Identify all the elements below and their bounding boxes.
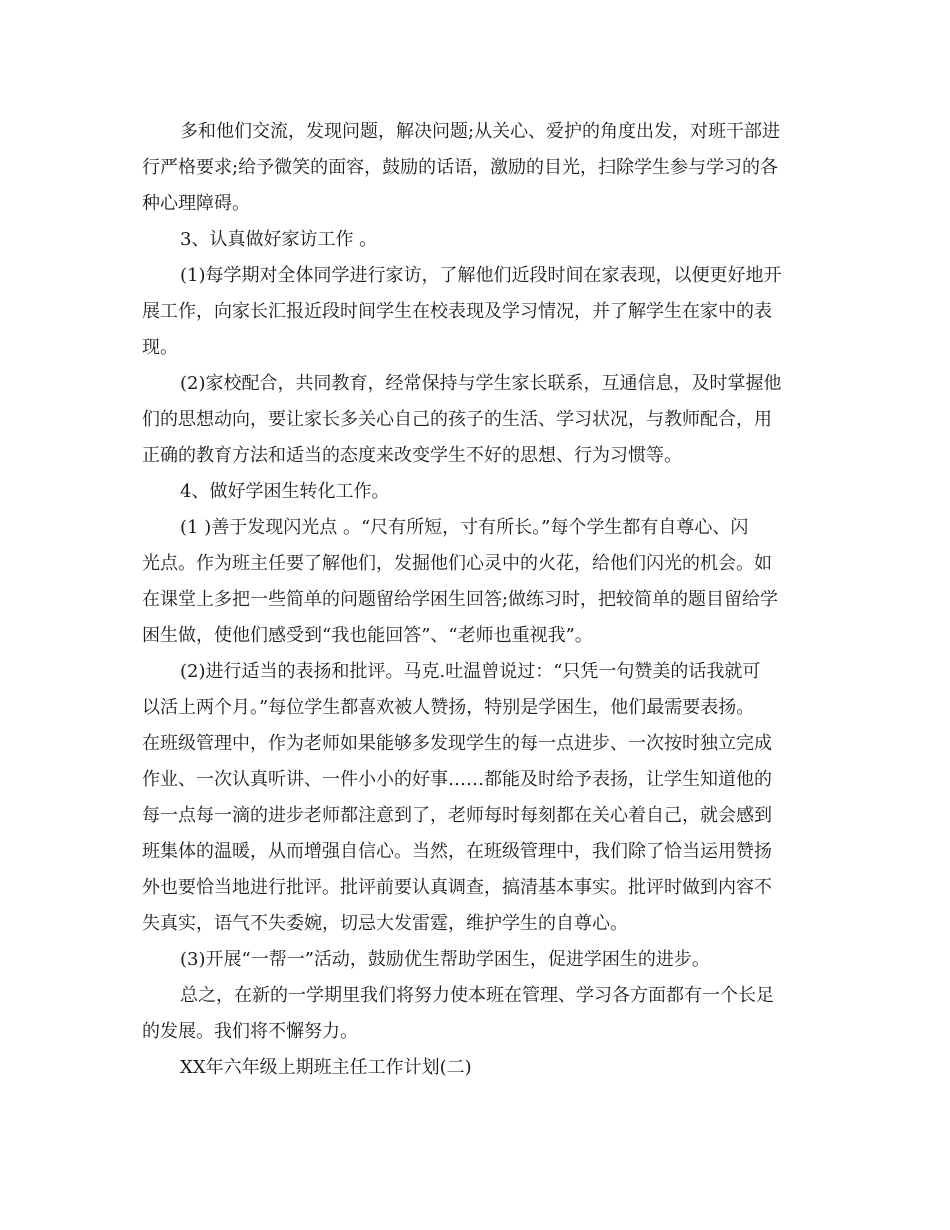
paragraph-line: (2)家校配合，共同教育，经常保持与学生家长联系，互通信息，及时掌握他 [180,373,782,394]
paragraph-line: 以活上两个月。”每位学生都喜欢被人赞扬，特别是学困生，他们最需要表扬。 [142,697,755,718]
paragraph-line: 的发展。我们将不懈努力。 [142,1021,358,1042]
paragraph-line: (2)进行适当的表扬和批评。马克.吐温曾说过：“只凭一句赞美的话我就可 [180,661,761,682]
paragraph-line: (1)每学期对全体同学进行家访，了解他们近段时间在家表现，以便更好地开 [180,265,782,286]
paragraph-line: (1 )善于发现闪光点 。“尺有所短，寸有所长。”每个学生都有自尊心、闪 [180,517,749,538]
paragraph-line: 班集体的温暖，从而增强自信心。当然，在班级管理中，我们除了恰当运用赞扬 [142,841,772,862]
paragraph-line: 在课堂上多把一些简单的问题留给学困生回答;做练习时，把较简单的题目留给学 [142,589,779,610]
paragraph-line: 行严格要求;给予微笑的面容，鼓励的话语，激励的目光，扫除学生参与学习的各 [142,157,779,178]
paragraph-line: 多和他们交流，发现问题，解决问题;从关心、爱护的角度出发，对班干部进 [180,121,781,142]
paragraph-line: 展工作，向家长汇报近段时间学生在校表现及学习情况，并了解学生在家中的表 [142,301,772,322]
paragraph-line: 困生做，使他们感受到“我也能回答”、“老师也重视我”。 [142,625,593,646]
document-subtitle: XX年六年级上期班主任工作计划(二) [180,1057,472,1078]
paragraph-line: 总之，在新的一学期里我们将努力使本班在管理、学习各方面都有一个长足 [180,985,774,1006]
paragraph-line: 种心理障碍。 [142,193,250,214]
paragraph-line: 现。 [142,337,178,358]
section-heading: 4、做好学困生转化工作。 [180,481,390,502]
section-heading: 3、认真做好家访工作 。 [180,229,378,250]
paragraph-line: 光点。作为班主任要了解他们，发掘他们心灵中的火花，给他们闪光的机会。如 [142,553,772,574]
paragraph-line: 们的思想动向，要让家长多关心自己的孩子的生活、学习状况，与教师配合，用 [142,409,772,430]
paragraph-line: 外也要恰当地进行批评。批评前要认真调查，搞清基本事实。批评时做到内容不 [142,877,772,898]
paragraph-line: 作业、一次认真听讲、一件小小的好事……都能及时给予表扬，让学生知道他的 [142,769,772,790]
paragraph-line: 在班级管理中，作为老师如果能够多发现学生的每一点进步、一次按时独立完成 [142,733,772,754]
paragraph-line: 每一点每一滴的进步老师都注意到了，老师每时每刻都在关心着自己，就会感到 [142,805,772,826]
paragraph-line: (3)开展“一帮一”活动，鼓励优生帮助学困生，促进学困生的进步。 [180,949,710,970]
paragraph-line: 正确的教育方法和适当的态度来改变学生不好的思想、行为习惯等。 [142,445,682,466]
paragraph-line: 失真实，语气不失委婉，切忌大发雷霆，维护学生的自尊心。 [142,913,628,934]
